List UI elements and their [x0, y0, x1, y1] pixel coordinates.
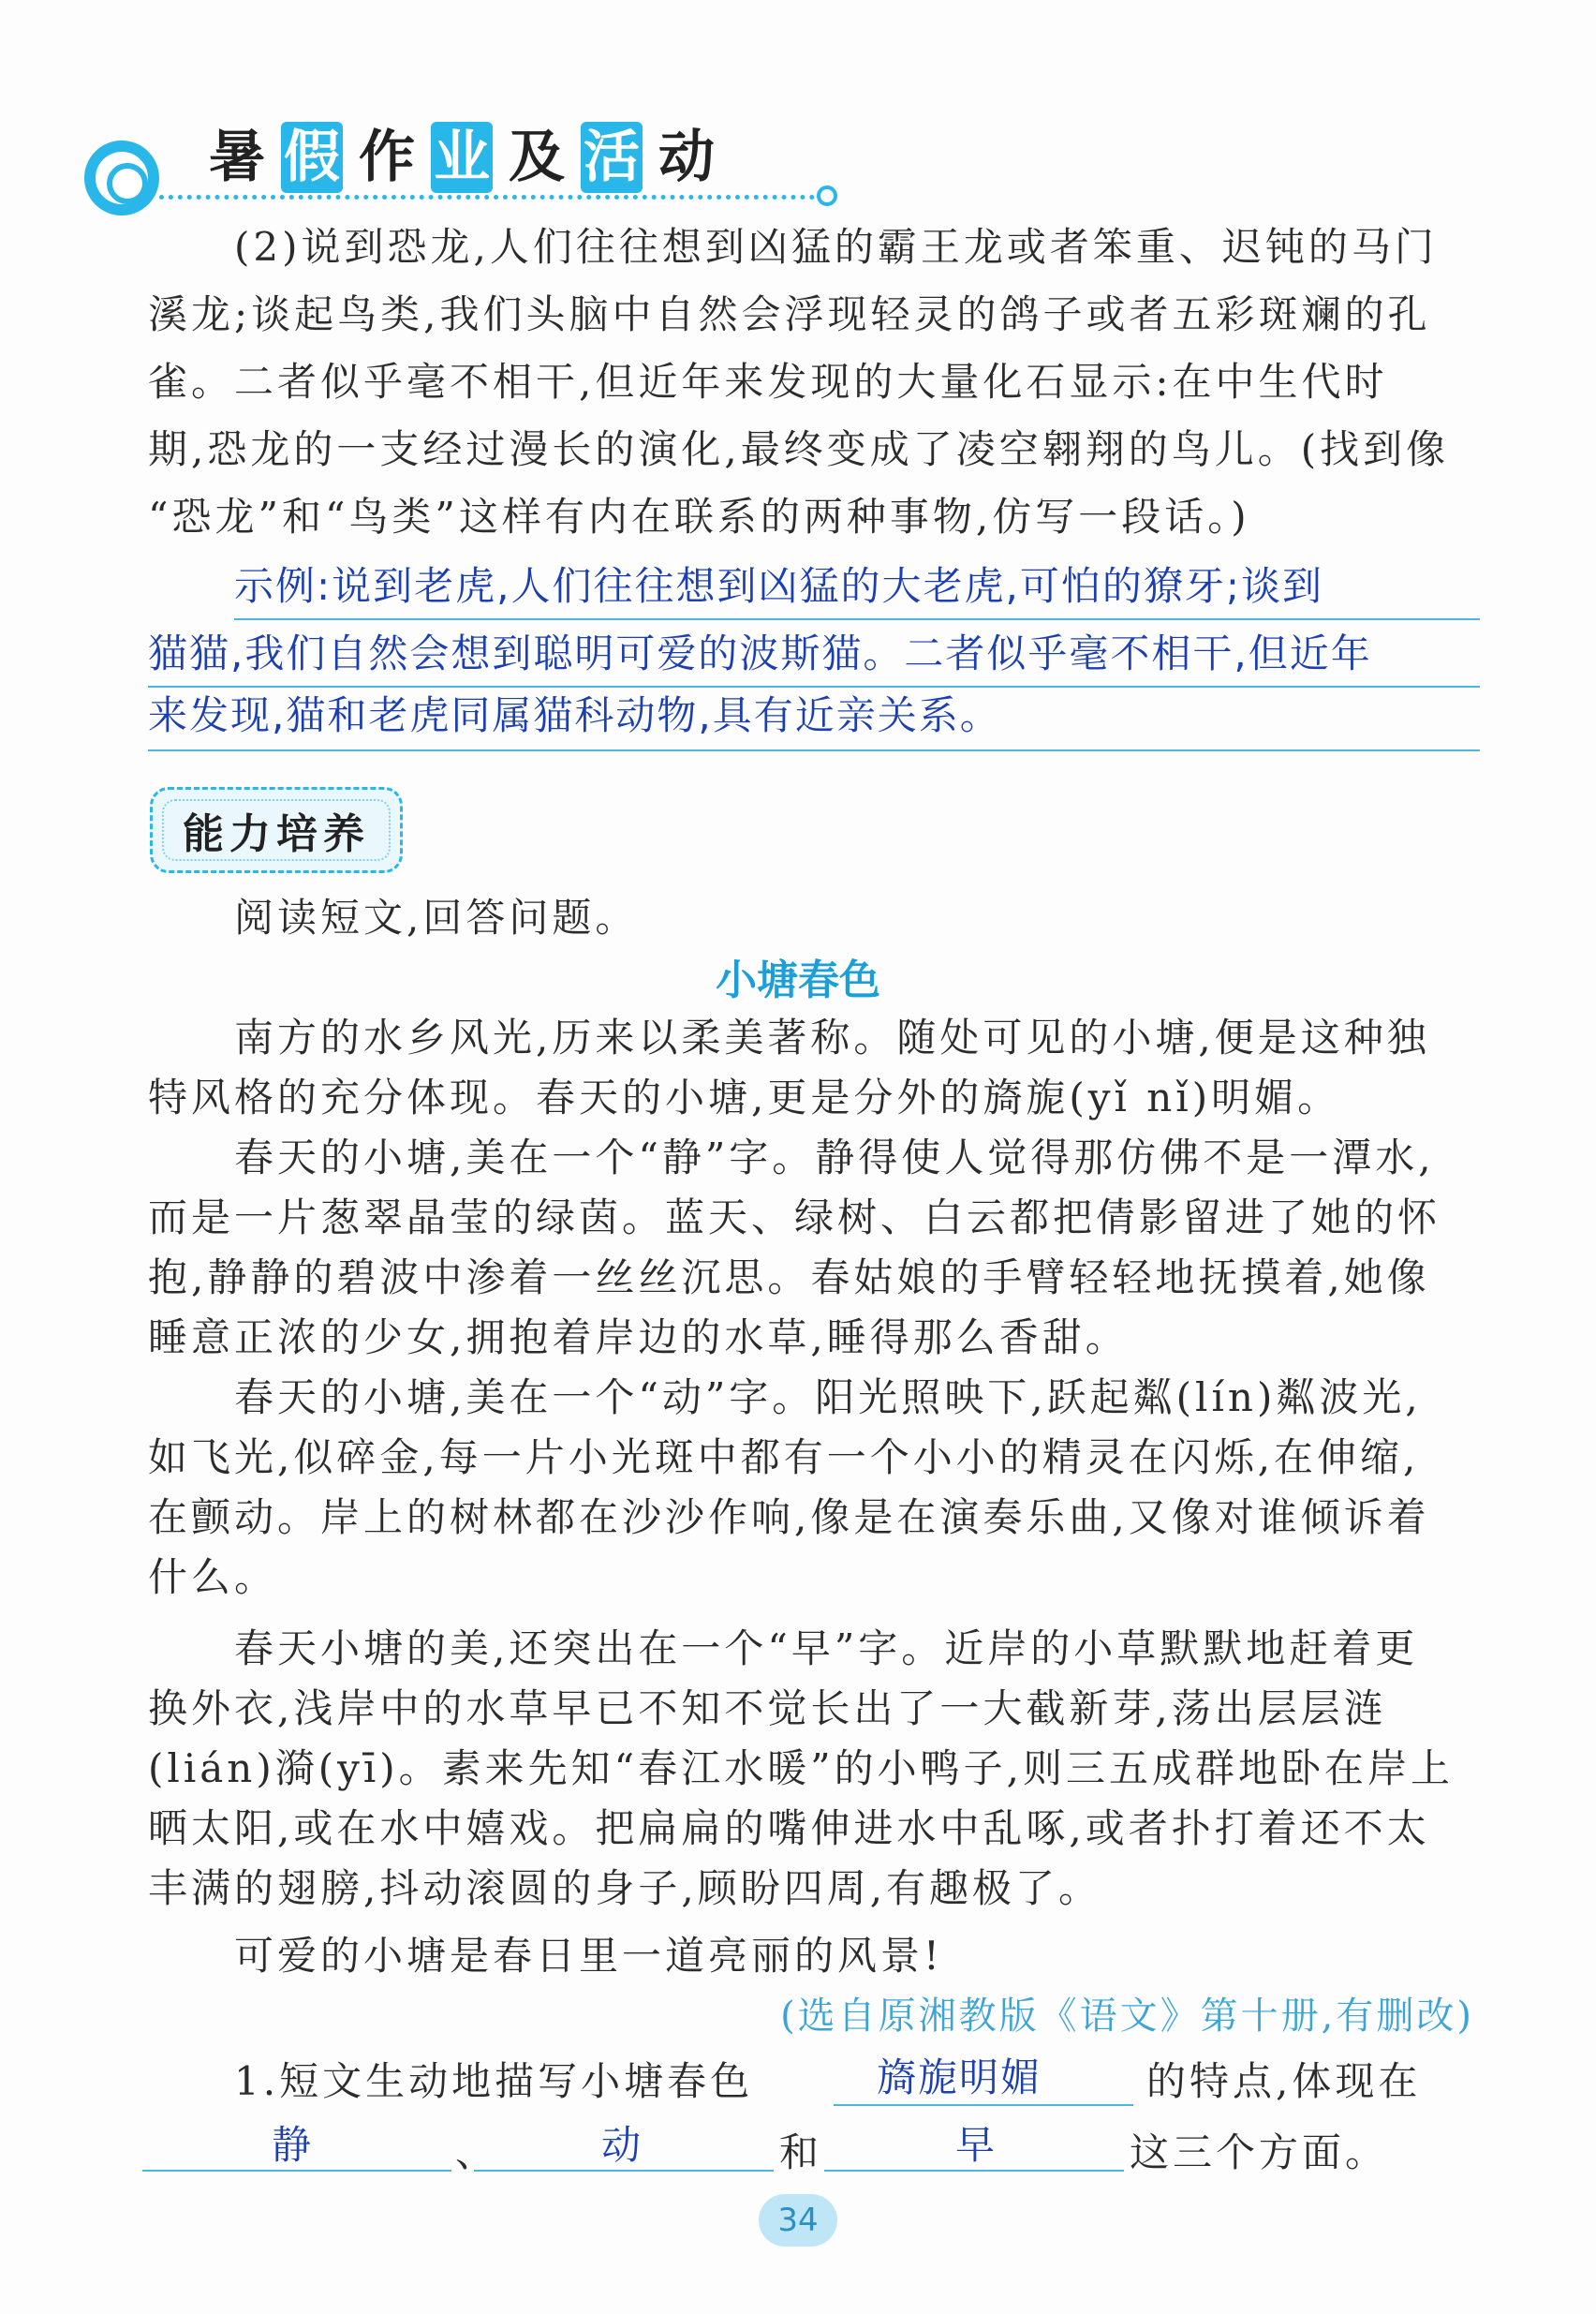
article-line: 什么。 [148, 1554, 278, 1600]
article-line: 特风格的充分体现。春天的小塘,更是分外的旖旎(yǐ nǐ)明媚。 [148, 1075, 1341, 1120]
page-number: 34 [759, 2194, 837, 2247]
answer-line: 来发现,猫和老虎同属猫科动物,具有近亲关系。 [148, 692, 1001, 738]
answer-underline [824, 2170, 1124, 2172]
instruction: 阅读短文,回答问题。 [234, 895, 639, 941]
article-line: 春天小塘的美,还突出在一个“早”字。近岸的小草默默地赶着更 [234, 1625, 1419, 1671]
article-source: (选自原湘教版《语文》第十册,有删改) [780, 1995, 1474, 2038]
answer-line: 猫猫,我们自然会想到聪明可爱的波斯猫。二者似乎毫不相干,但近年 [148, 630, 1372, 676]
answer-line: 示例:说到老虎,人们往往想到凶猛的大老虎,可怕的獠牙;谈到 [234, 563, 1324, 609]
question-separator: 、 [455, 2129, 499, 2175]
question-separator: 和 [779, 2129, 823, 2175]
page-header [84, 112, 1489, 225]
section-badge-label: 能力培养 [183, 810, 370, 858]
answer-blank: 静 [272, 2122, 314, 2168]
header-dotted-line [159, 195, 815, 200]
question-text: 的特点,体现在 [1146, 2058, 1422, 2104]
article-line: 换外衣,浅岸中的水草早已不知不觉长出了一大截新芽,荡出层层涟 [148, 1685, 1387, 1731]
header-char: 活 [581, 122, 643, 193]
article-line: 如飞光,似碎金,每一片小光斑中都有一个小小的精灵在闪烁,在伸缩, [148, 1434, 1420, 1480]
passage-line: 溪龙;谈起鸟类,我们头脑中自然会浮现轻灵的鸽子或者五彩斑斓的孔 [148, 291, 1431, 337]
article-line: 南方的水乡风光,历来以柔美著称。随处可见的小塘,便是这种独 [234, 1015, 1430, 1061]
passage-line: 期,恐龙的一支经过漫长的演化,最终变成了凌空翱翔的鸟儿。(找到像 [148, 426, 1450, 472]
header-char: 作 [359, 125, 415, 190]
answer-underline [148, 749, 1480, 751]
answer-underline [834, 2104, 1133, 2106]
article-line: 可爱的小塘是春日里一道亮丽的风景! [234, 1933, 943, 1979]
article-line: 春天的小塘,美在一个“动”字。阳光照映下,跃起粼(lín)粼波光, [234, 1374, 1422, 1420]
header-char: 及 [509, 125, 565, 190]
passage-line: 雀。二者似乎毫不相干,但近年来发现的大量化石显示:在中生代时 [148, 359, 1388, 405]
question-text: 这三个方面。 [1130, 2129, 1389, 2175]
question-text: 1.短文生动地描写小塘春色 [234, 2058, 754, 2104]
article-line: 晒太阳,或在水中嬉戏。把扁扁的嘴伸进水中乱啄,或者扑打着还不太 [148, 1805, 1430, 1851]
header-char: 假 [281, 122, 343, 193]
article-title: 小塘春色 [716, 957, 880, 1004]
circle-end-icon [817, 185, 837, 206]
article-line: (lián)漪(yī)。素来先知“春江水暖”的小鸭子,则三五成群地卧在岸上 [148, 1745, 1454, 1791]
answer-blank: 早 [955, 2122, 998, 2168]
article-line: 抱,静静的碧波中渗着一丝丝沉思。春姑娘的手臂轻轻地抚摸着,她像 [148, 1254, 1430, 1300]
header-char: 业 [431, 122, 493, 193]
header-title [206, 122, 717, 193]
article-line: 在颤动。岸上的树林都在沙沙作响,像是在演奏乐曲,又像对谁倾诉着 [148, 1494, 1430, 1540]
answer-underline [474, 2170, 774, 2172]
header-char: 暑 [209, 125, 265, 190]
answer-blank: 旖旎明媚 [877, 2054, 1042, 2100]
answer-underline [142, 2170, 451, 2172]
article-line: 而是一片葱翠晶莹的绿茵。蓝天、绿树、白云都把倩影留进了她的怀 [148, 1194, 1441, 1240]
article-line: 春天的小塘,美在一个“静”字。静得使人觉得那仿佛不是一潭水, [234, 1135, 1435, 1180]
header-char: 动 [658, 125, 715, 190]
article-line: 丰满的翅膀,抖动滚圆的身子,顾盼四周,有趣极了。 [148, 1865, 1102, 1911]
section-badge [150, 787, 403, 873]
target-ring-icon [84, 141, 159, 215]
passage-line: “恐龙”和“鸟类”这样有内在联系的两种事物,仿写一段话。) [148, 494, 1250, 540]
passage-line: (2)说到恐龙,人们往往想到凶猛的霸王龙或者笨重、迟钝的马门 [234, 224, 1438, 270]
article-line: 睡意正浓的少女,拥抱着岸边的水草,睡得那么香甜。 [148, 1314, 1129, 1360]
answer-blank: 动 [601, 2122, 643, 2168]
